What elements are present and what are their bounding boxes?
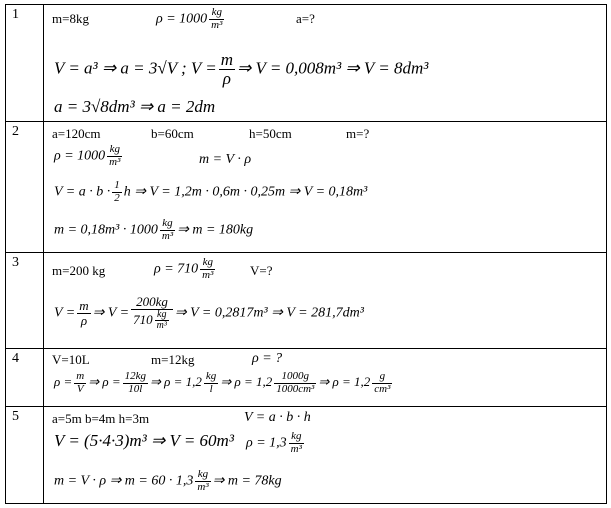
table-row — [6, 121, 606, 253]
unknown: m=? — [346, 126, 370, 141]
density-calculation: ρ = $\frac{m}{V}$ ⇒ ρ = $\frac{12kg}{10l}$ ⇒ ρ = 1,2 $\frac{kg}{l}$ ⇒ ρ = 1,2 $\frac{1000g}{\text{1000cm³}}$ ⇒ ρ = 1,2 $\frac{g}{\text{cm³}}$ — [54, 370, 391, 395]
mass-calculation: m = 0,18m³ · 1000 $\frac{kg}{\text{m³}}$ ⇒ m = 180kg — [54, 217, 254, 242]
volume-calculation: V = (5·4·3)m³ ⇒ V = 60m³ — [54, 431, 234, 450]
volume-calculation: V = $\frac{m}{\rho}$ ⇒ V = 200kg 710 $\frac{kg}{\text{m³}}$ ⇒ V = 0,2817m³ ⇒ V = 281,7dm³ — [54, 294, 364, 332]
volume-formula: V = a · b · h — [244, 410, 311, 425]
given-dimensions: a=5m b=4m h=3m — [52, 411, 150, 426]
given-mass: m=12kg — [151, 352, 195, 367]
row-number: 2 — [12, 124, 19, 139]
given-b: b=60cm — [151, 126, 194, 141]
solutions-table — [5, 4, 607, 504]
given-density: ρ = 1000 $\frac{kg}{\text{m³}}$ — [54, 143, 121, 168]
volume-formula: V = a³ ⇒ a = 3√V ; V = $\frac{m}{\rho}$ ⇒ V = 0,008m³ ⇒ V = 8dm³ — [54, 50, 429, 88]
edge-result: a = 3√8dm³ ⇒ a = 2dm — [54, 97, 216, 116]
given-density: ρ = 710 $\frac{kg}{\text{m³}}$ — [154, 256, 214, 281]
volume-calculation: V = a · b · $\frac{1}{2}$ h ⇒ V = 1,2m · 0,6m · 0,25m ⇒ V = 0,18m³ — [54, 179, 368, 204]
mass-calculation: m = V · ρ ⇒ m = 60 · 1,3 $\frac{kg}{\text{m³}}$ ⇒ m = 78kg — [54, 468, 282, 493]
table-row — [6, 5, 606, 121]
row-number: 1 — [12, 7, 19, 22]
given-mass: m=8kg — [52, 11, 89, 26]
unknown: a=? — [296, 11, 315, 26]
given-mass: m=200 kg — [52, 263, 106, 278]
given-density: ρ = 1000 $\frac{kg}{\text{m³}}$ — [156, 6, 223, 31]
row-number: 3 — [12, 255, 19, 270]
table-row — [6, 348, 606, 407]
given-h: h=50cm — [249, 126, 292, 141]
given-a: a=120cm — [52, 126, 101, 141]
mass-formula: m = V · ρ — [199, 152, 252, 167]
given-density: ρ = 1,3 $\frac{kg}{\text{m³}}$ — [246, 430, 302, 455]
table-row — [6, 406, 606, 504]
row-number: 5 — [12, 409, 19, 424]
table-row — [6, 252, 606, 349]
row-number: 4 — [12, 351, 19, 366]
given-volume: V=10L — [52, 352, 90, 367]
unknown: V=? — [250, 263, 273, 278]
unknown: ρ = ? — [252, 351, 283, 366]
